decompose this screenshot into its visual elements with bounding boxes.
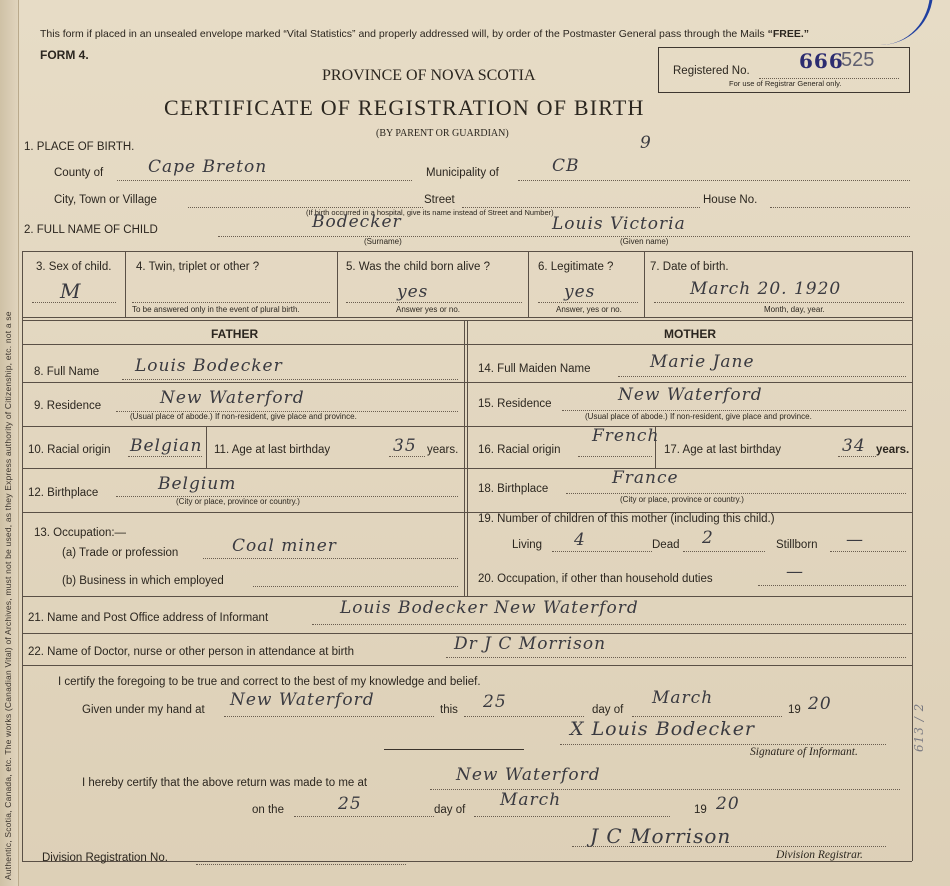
mother-residence-label: 15. Residence [478, 398, 552, 410]
living-label: Living [512, 539, 543, 551]
given-day-of-label: day of [592, 704, 624, 716]
child-surname: Bodecker [312, 212, 402, 232]
mother-birthplace-value: France [612, 468, 679, 488]
father-trade-label: (a) Trade or profession [62, 547, 179, 559]
city-label: City, Town or Village [54, 194, 157, 206]
mother-age-value: 34 [842, 436, 866, 456]
mother-years: years. [876, 444, 910, 456]
certificate-subtitle: (BY PARENT OR GUARDIAN) [376, 128, 509, 139]
alive-note: Answer yes or no. [396, 305, 461, 314]
children-count-label: 19. Number of children of this mother (including this child.) [478, 513, 775, 525]
dead-value: 2 [702, 528, 714, 548]
sex-label: 3. Sex of child. [36, 261, 112, 273]
postal-notice [40, 28, 809, 40]
registrar-year-prefix: 19 [694, 804, 707, 816]
registered-box [658, 47, 910, 93]
legitimate-label: 6. Legitimate ? [538, 261, 614, 273]
given-day-value: 25 [483, 692, 507, 712]
given-place-value: New Waterford [230, 690, 375, 710]
living-value: 4 [574, 530, 586, 550]
this-label: this [440, 704, 458, 716]
county-value: Cape Breton [148, 157, 268, 177]
informant-label: 21. Name and Post Office address of Informant [28, 612, 269, 624]
surname-note: (Surname) [364, 237, 402, 246]
mother-occupation-value: — [786, 562, 804, 582]
municipality-label: Municipality of [426, 167, 499, 179]
birth-date-value: March 20. 1920 [690, 279, 842, 299]
mother-origin-label: 16. Racial origin [478, 444, 561, 456]
mother-origin-value: French [592, 426, 660, 446]
child-name-label: 2. FULL NAME OF CHILD [24, 224, 158, 236]
notice-free: “FREE.” [767, 28, 810, 40]
alive-value: yes [397, 282, 429, 302]
father-name-value: Louis Bodecker [135, 356, 283, 376]
stillborn-value: — [846, 530, 864, 550]
informant-value: Louis Bodecker New Waterford [340, 598, 639, 618]
alive-label: 5. Was the child born alive ? [346, 261, 491, 273]
registered-label: Registered No. [673, 65, 750, 77]
father-business-label: (b) Business in which employed [62, 575, 224, 587]
municipality-value: CB [552, 156, 580, 176]
hospital-note: (If birth occurred in a hospital, give its name instead of Street and Number) [306, 208, 554, 217]
registrar-signature-label: Division Registrar. [776, 849, 863, 861]
registrar-certify-text: I hereby certify that the above return was made to me at [82, 777, 368, 789]
registrar-day-of-label: day of [434, 804, 466, 816]
given-note: (Given name) [620, 237, 669, 246]
street-label: Street [424, 194, 455, 206]
province-heading: PROVINCE OF NOVA SCOTIA [322, 67, 536, 84]
informant-signature: X Louis Bodecker [570, 718, 756, 740]
doctor-value: Dr J C Morrison [454, 634, 607, 654]
mother-birthplace-note: (City or place, province or country.) [620, 495, 744, 504]
margin-note: 613 / 2 [912, 702, 926, 752]
form-number: FORM 4. [40, 48, 89, 62]
father-residence-label: 9. Residence [34, 400, 102, 412]
mother-name-label: 14. Full Maiden Name [478, 363, 591, 375]
father-birthplace-note: (City or place, province or country.) [176, 497, 300, 506]
father-age-label: 11. Age at last birthday [214, 444, 331, 456]
house-label: House No. [703, 194, 758, 206]
birth-date-note: Month, day, year. [764, 305, 825, 314]
given-year-value: 20 [808, 694, 832, 714]
mother-occupation-label: 20. Occupation, if other than household duties [478, 573, 713, 585]
given-month-value: March [652, 688, 714, 708]
certificate-title: CERTIFICATE OF REGISTRATION OF BIRTH [164, 95, 645, 120]
registrar-month-value: March [500, 790, 562, 810]
given-year-prefix: 19 [788, 704, 801, 716]
twin-label: 4. Twin, triplet or other ? [136, 261, 260, 273]
registrar-day-value: 25 [338, 794, 362, 814]
margin-mark: 9 [640, 133, 652, 153]
mother-residence-note: (Usual place of abode.) If non-resident, give place and province. [585, 412, 812, 421]
father-trade-value: Coal miner [232, 536, 337, 556]
registrar-place-value: New Waterford [456, 765, 601, 785]
division-registration-label: Division Registration No. [42, 852, 168, 864]
mother-heading: MOTHER [664, 327, 716, 341]
father-birthplace-label: 12. Birthplace [28, 487, 99, 499]
stillborn-label: Stillborn [776, 539, 818, 551]
given-label: Given under my hand at [82, 704, 205, 716]
mother-birthplace-label: 18. Birthplace [478, 483, 549, 495]
registered-stamp: 525 [841, 49, 875, 71]
father-age-value: 35 [393, 436, 417, 456]
dead-label: Dead [652, 539, 680, 551]
father-origin-value: Belgian [130, 436, 203, 456]
twin-note: To be answered only in the event of plural birth. [132, 305, 300, 314]
registered-number: 666 [799, 49, 844, 73]
legitimate-value: yes [564, 282, 596, 302]
edge-text: Authentic, Scotia, Canada, etc. The works (Canadian Vital) of Archives, must not be used, as they Express authority of Citizenship, etc. not a se [3, 311, 13, 880]
father-residence-note: (Usual place of abode.) If non-resident, give place and province. [130, 412, 357, 421]
birth-date-label: 7. Date of birth. [650, 261, 729, 273]
registrar-signature: J C Morrison [590, 824, 732, 848]
place-of-birth-heading: 1. PLACE OF BIRTH. [24, 141, 135, 153]
certify-text: I certify the foregoing to be true and correct to the best of my knowledge and belief. [58, 676, 481, 688]
father-name-label: 8. Full Name [34, 366, 100, 378]
mother-age-label: 17. Age at last birthday [664, 444, 781, 456]
registrar-year-value: 20 [716, 794, 740, 814]
informant-signature-label: Signature of Informant. [750, 746, 858, 758]
father-occupation-label: 13. Occupation:— [34, 527, 127, 539]
mother-residence-value: New Waterford [618, 385, 763, 405]
father-birthplace-value: Belgium [158, 474, 237, 494]
county-label: County of [54, 167, 104, 179]
ink-mark [880, 0, 933, 45]
child-given-name: Louis Victoria [552, 214, 686, 234]
left-binding-edge [0, 0, 19, 886]
father-residence-value: New Waterford [160, 388, 305, 408]
legitimate-note: Answer, yes or no. [556, 305, 622, 314]
on-the-label: on the [252, 804, 284, 816]
father-years: years. [427, 444, 459, 456]
registered-note: For use of Registrar General only. [729, 79, 842, 88]
notice-text: This form if placed in an unsealed envelope marked “Vital Statistics” and properly addressed will, by order of the Postmaster General pass through the Mails [40, 28, 765, 40]
sex-value: M [60, 279, 82, 303]
doctor-label: 22. Name of Doctor, nurse or other person in attendance at birth [28, 646, 355, 658]
mother-name-value: Marie Jane [650, 352, 755, 372]
father-origin-label: 10. Racial origin [28, 444, 111, 456]
father-heading: FATHER [211, 327, 259, 341]
